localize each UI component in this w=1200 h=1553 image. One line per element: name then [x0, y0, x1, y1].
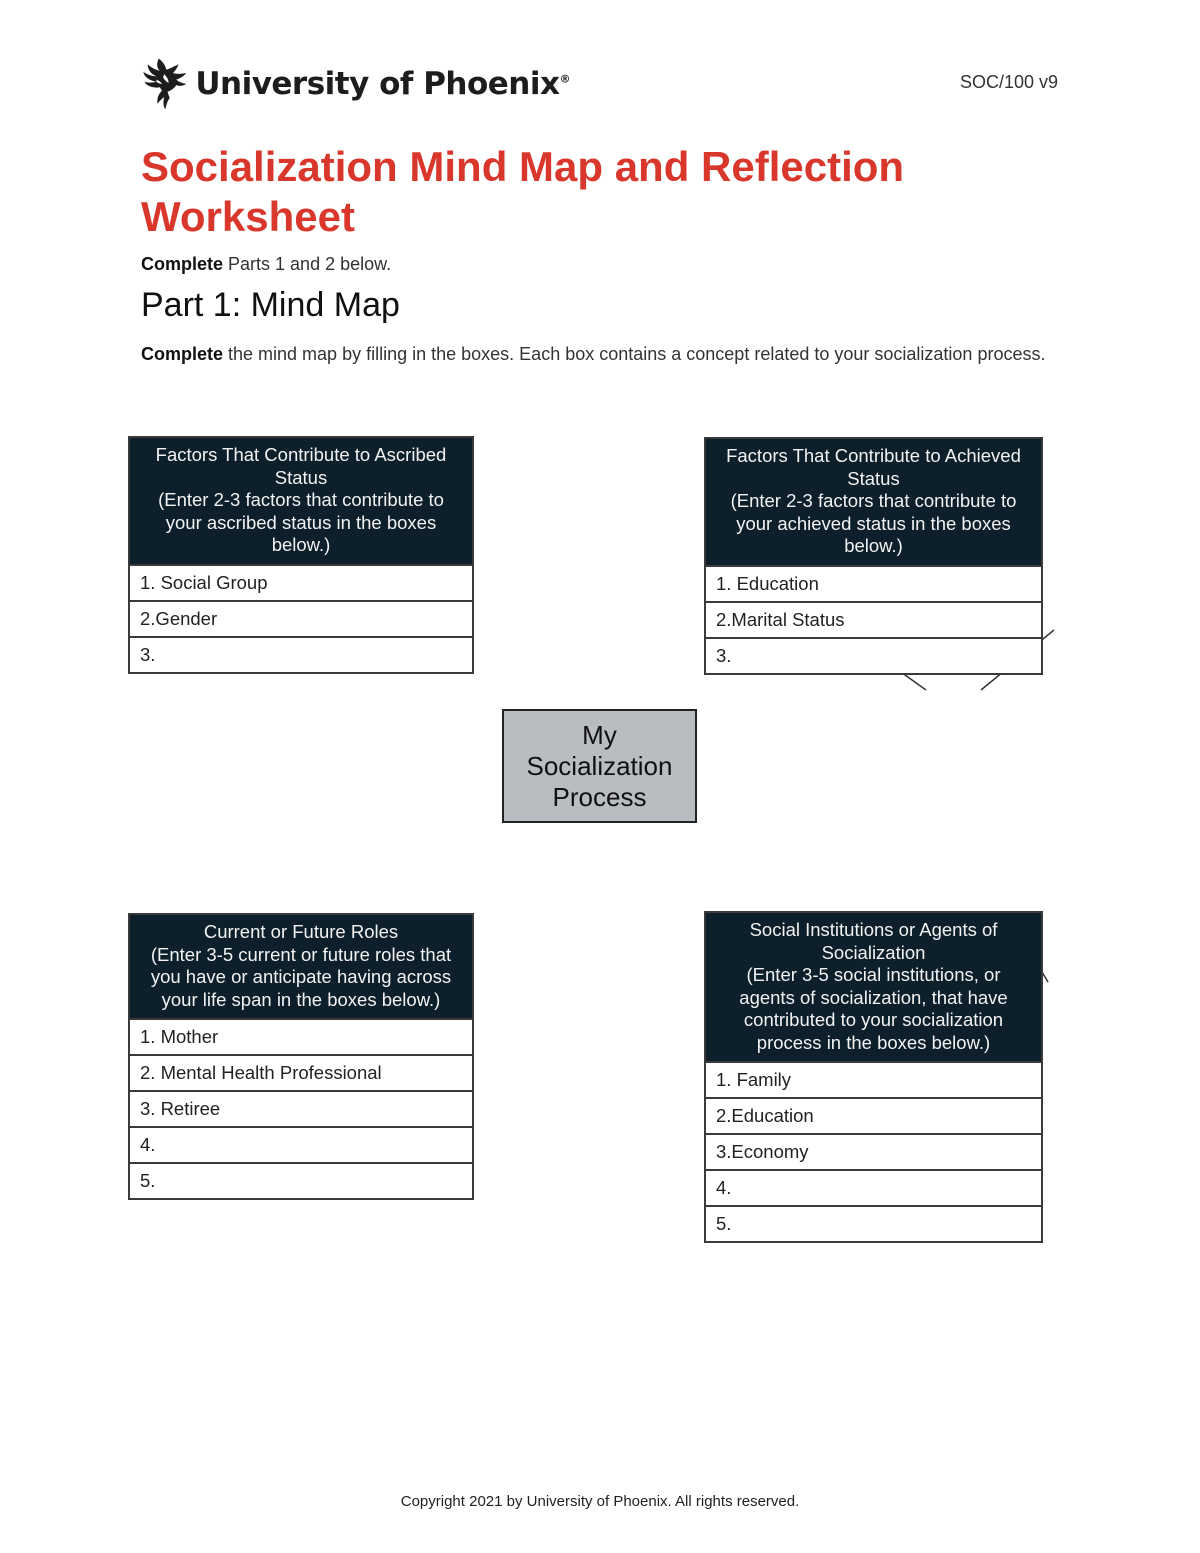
roles-entry-4[interactable]: 4.: [130, 1126, 472, 1162]
institutions-entry-4[interactable]: 4.: [706, 1169, 1041, 1205]
phoenix-logo-icon: [140, 36, 187, 132]
roles-header: Current or Future Roles (Enter 3-5 current or future roles that you have or anticipate having across your life span in the boxes below.): [130, 915, 472, 1018]
achieved-entry-3[interactable]: 3.: [706, 637, 1041, 673]
achieved-entry-1[interactable]: 1. Education: [706, 565, 1041, 601]
university-logo: [140, 36, 570, 132]
institutions-box: [704, 911, 1043, 1243]
roles-box: [128, 913, 474, 1200]
institutions-entry-3[interactable]: 3.Economy: [706, 1133, 1041, 1169]
achieved-status-box: [704, 437, 1043, 675]
copyright-footer: Copyright 2021 by University of Phoenix. All rights reserved.: [400, 1493, 800, 1510]
ascribed-entry-2[interactable]: 2.Gender: [130, 600, 472, 636]
roles-entry-1[interactable]: 1. Mother: [130, 1018, 472, 1054]
achieved-entry-2[interactable]: 2.Marital Status: [706, 601, 1041, 637]
roles-entry-5[interactable]: 5.: [130, 1162, 472, 1198]
roles-entry-3[interactable]: 3. Retiree: [130, 1090, 472, 1126]
part-1-instruction: Complete the mind map by filling in the boxes. Each box contains a concept related to your socialization process.: [141, 344, 1046, 364]
course-code: SOC/100 v9: [959, 72, 1058, 92]
title-line-1: Socialization Mind Map and Reflection: [141, 143, 905, 190]
title-line-2: Worksheet: [141, 193, 355, 240]
intro-instruction: Complete Parts 1 and 2 below.: [141, 254, 392, 274]
ascribed-entry-1[interactable]: 1. Social Group: [130, 564, 472, 600]
part-1-heading: Part 1: Mind Map: [141, 286, 400, 324]
achieved-status-header: Factors That Contribute to Achieved Status (Enter 2-3 factors that contribute to your achieved status in the boxes below.): [706, 439, 1041, 565]
roles-entry-2[interactable]: 2. Mental Health Professional: [130, 1054, 472, 1090]
ascribed-entry-3[interactable]: 3.: [130, 636, 472, 672]
institutions-entry-1[interactable]: 1. Family: [706, 1061, 1041, 1097]
ascribed-status-box: [128, 436, 474, 674]
institutions-entry-2[interactable]: 2.Education: [706, 1097, 1041, 1133]
logo-text: University of Phoenix®: [195, 66, 570, 102]
institutions-entry-5[interactable]: 5.: [706, 1205, 1041, 1241]
page-title: [141, 142, 1041, 242]
ascribed-status-header: Factors That Contribute to Ascribed Status (Enter 2-3 factors that contribute to your ascribed status in the boxes below.): [130, 438, 472, 564]
institutions-header: Social Institutions or Agents of Socialization (Enter 3-5 social institutions, or agents of socialization, that have contributed to your socialization process in the boxes below.): [706, 913, 1041, 1061]
center-socialization-process: My Socialization Process: [502, 709, 697, 823]
